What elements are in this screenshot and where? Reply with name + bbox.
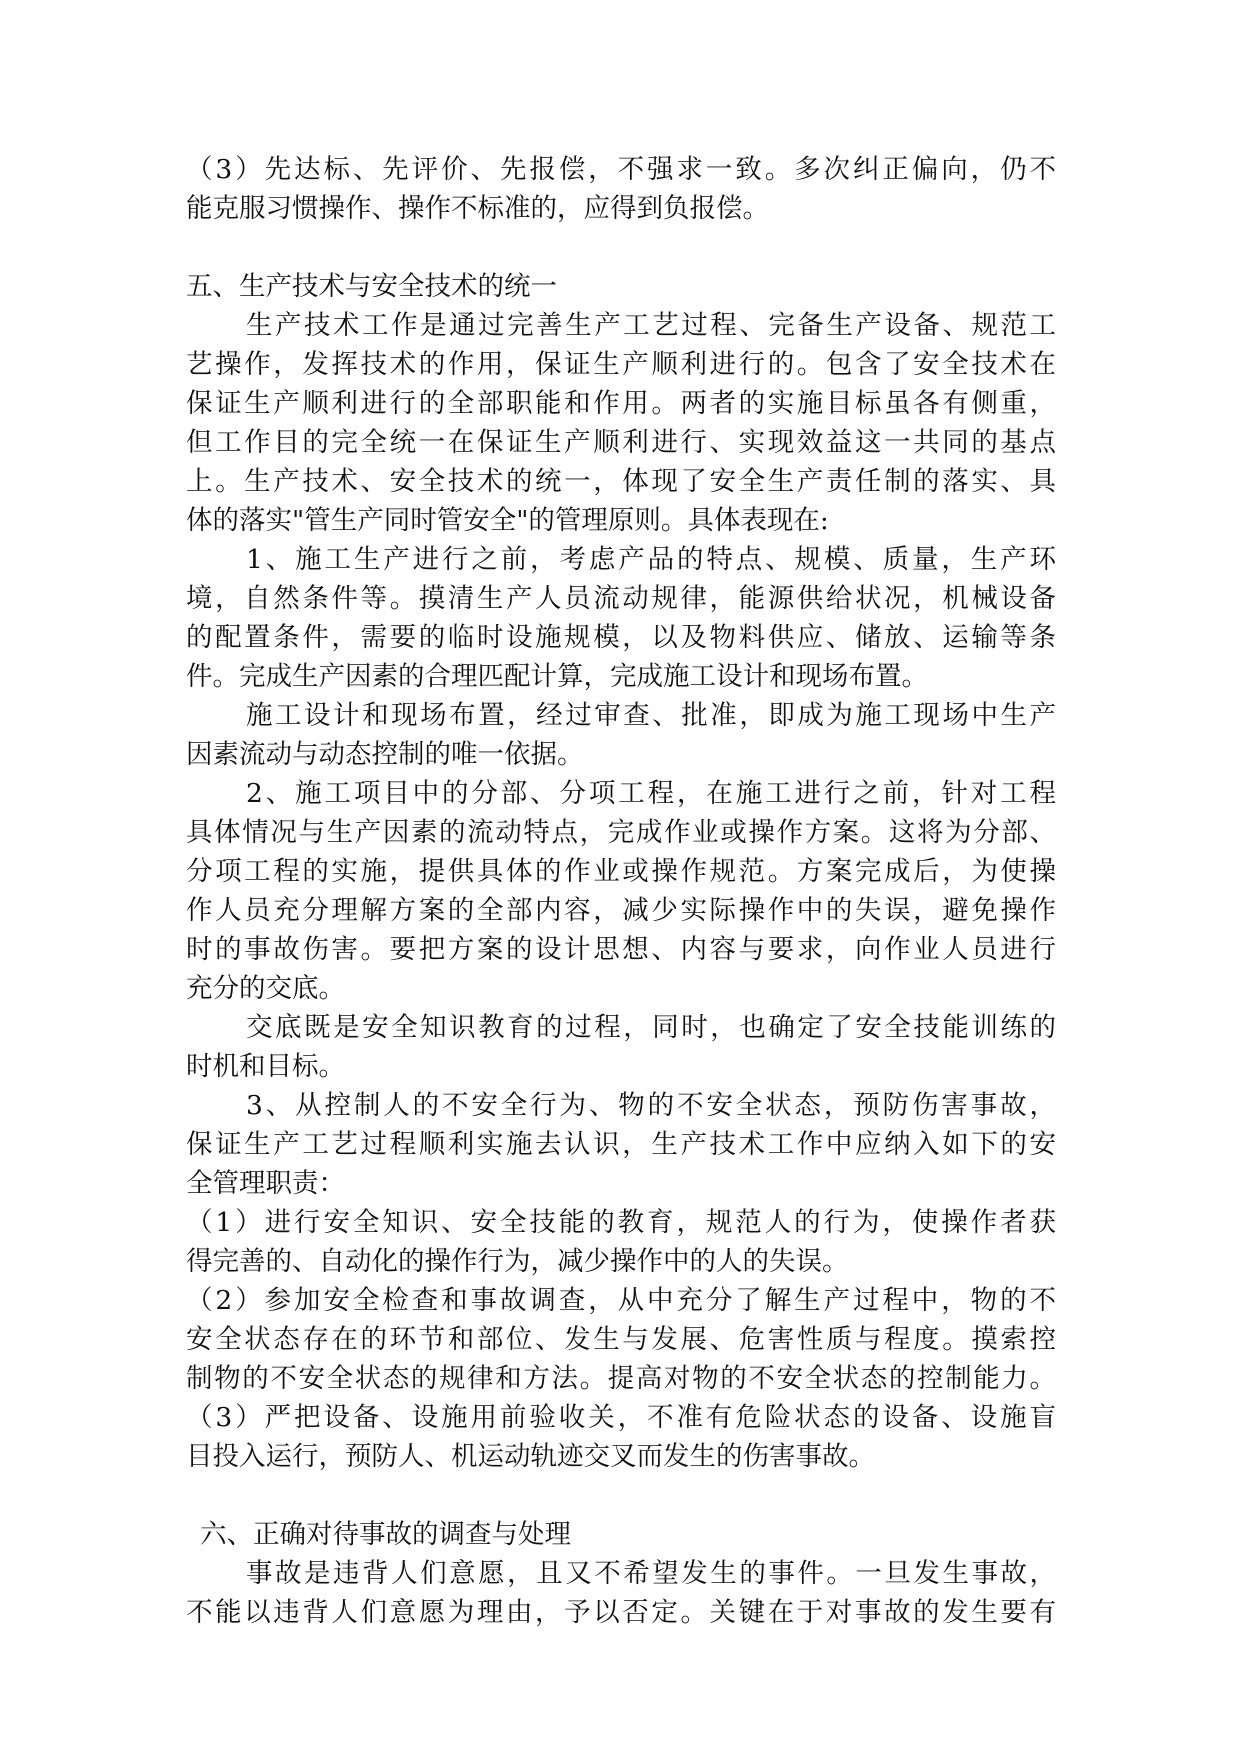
blank-line: [186, 1476, 1056, 1515]
text-line: 体的落实"管生产同时管安全"的管理原则。具体表现在:: [186, 505, 829, 536]
section-heading: 五、生产技术与安全技术的统一: [186, 271, 557, 302]
text-line: 交底既是安全知识教育的过程，同时，也确定了安全技能训练的: [246, 1012, 1056, 1043]
text-line: 不能以违背人们意愿为理由，予以否定。关键在于对事故的发生要有: [186, 1597, 1056, 1628]
text-line: 安全状态存在的环节和部位、发生与发展、危害性质与程度。摸索控: [186, 1324, 1056, 1355]
text-line: （2）参加安全检查和事故调查，从中充分了解生产过程中，物的不: [186, 1285, 1056, 1316]
text-line: 目投入运行，预防人、机运动轨迹交叉而发生的伤害事故。: [186, 1441, 875, 1472]
text-line: （3）严把设备、设施用前验收关，不准有危险状态的设备、设施盲: [186, 1402, 1056, 1433]
text-line: 时的事故伤害。要把方案的设计思想、内容与要求，向作业人员进行: [186, 934, 1056, 965]
text-line: 1、施工生产进行之前，考虑产品的特点、规模、质量，生产环: [246, 544, 1056, 575]
text-line: 艺操作，发挥技术的作用，保证生产顺利进行的。包含了安全技术在: [186, 349, 1056, 380]
blank-line: [186, 228, 1056, 267]
text-line: 件。完成生产因素的合理匹配计算，完成施工设计和现场布置。: [186, 661, 928, 692]
text-line: 保证生产顺利进行的全部职能和作用。两者的实施目标虽各有侧重，: [186, 388, 1056, 419]
text-line: 时机和目标。: [186, 1051, 345, 1082]
text-line: 施工设计和现场布置，经过审查、批准，即成为施工现场中生产: [246, 700, 1056, 731]
text-line: 保证生产工艺过程顺利实施去认识，生产技术工作中应纳入如下的安: [186, 1129, 1056, 1160]
text-line: 境，自然条件等。摸清生产人员流动规律，能源供给状况，机械设备: [186, 583, 1056, 614]
text-line: 作人员充分理解方案的全部内容，减少实际操作中的失误，避免操作: [186, 895, 1056, 926]
text-line: 能克服习惯操作、操作不标准的，应得到负报偿。: [186, 193, 769, 224]
text-line: 2、施工项目中的分部、分项工程，在施工进行之前，针对工程: [246, 778, 1056, 809]
text-line: 上。生产技术、安全技术的统一，体现了安全生产责任制的落实、具: [186, 466, 1056, 497]
text-line: （3）先达标、先评价、先报偿，不强求一致。多次纠正偏向，仍不: [186, 154, 1056, 185]
text-line: 的配置条件，需要的临时设施规模，以及物料供应、储放、运输等条: [186, 622, 1056, 653]
text-line: 分项工程的实施，提供具体的作业或操作规范。方案完成后，为使操: [186, 856, 1056, 887]
text-line: 充分的交底。: [186, 973, 345, 1004]
section-heading: 六、正确对待事故的调查与处理: [200, 1519, 571, 1550]
text-line: 3、从控制人的不安全行为、物的不安全状态，预防伤害事故，: [246, 1090, 1056, 1121]
text-line: 制物的不安全状态的规律和方法。提高对物的不安全状态的控制能力。: [186, 1363, 1056, 1394]
text-line: 全管理职责：: [186, 1168, 345, 1199]
document-body: [186, 150, 1056, 1632]
text-line: 但工作目的完全统一在保证生产顺利进行、实现效益这一共同的基点: [186, 427, 1056, 458]
text-line: 得完善的、自动化的操作行为，减少操作中的人的失误。: [186, 1246, 849, 1277]
text-line: 具体情况与生产因素的流动特点，完成作业或操作方案。这将为分部、: [186, 817, 1056, 848]
text-line: （1）进行安全知识、安全技能的教育，规范人的行为，使操作者获: [186, 1207, 1056, 1238]
text-line: 事故是违背人们意愿，且又不希望发生的事件。一旦发生事故，: [246, 1558, 1056, 1589]
text-line: 生产技术工作是通过完善生产工艺过程、完备生产设备、规范工: [246, 310, 1056, 341]
text-line: 因素流动与动态控制的唯一依据。: [186, 739, 584, 770]
